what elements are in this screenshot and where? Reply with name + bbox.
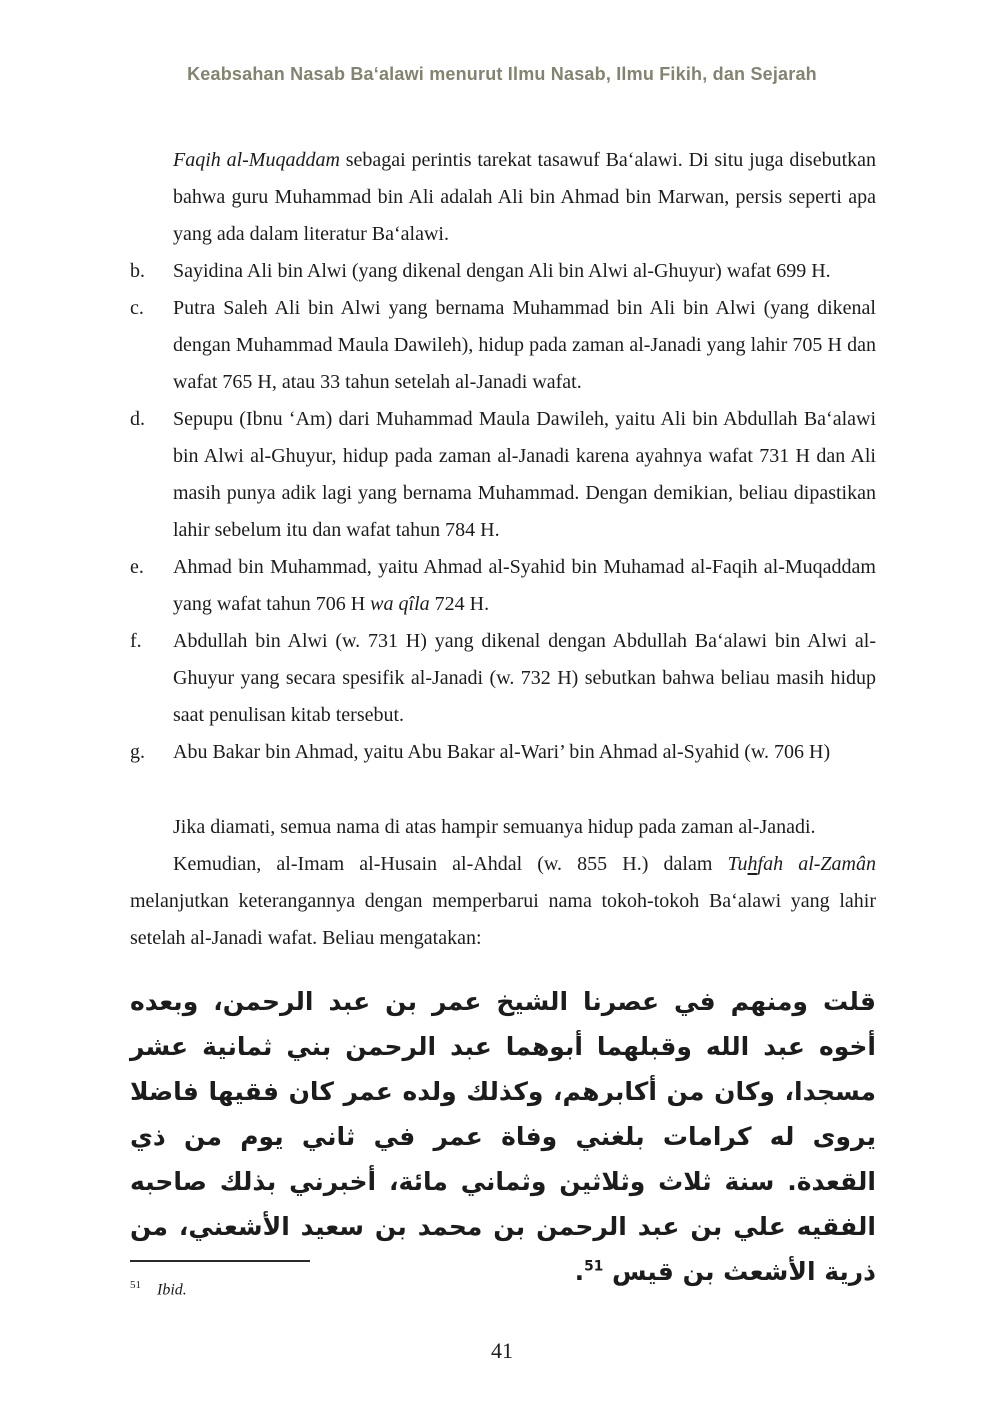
list-marker: d. [130, 408, 145, 430]
list-item-text: Ahmad bin Muhammad, yaitu Ahmad al-Syahid bin Muhamad al-Faqih al-Muqaddam yang wafat tahun 706 H wa qîla 724 H. [173, 556, 876, 615]
arabic-quote-block: قلت ومنهم في عصرنا الشيخ عمر بن عبد الرحمن، وبعده أخوه عبد الله وقبلهما أبوهما عبد الرحمن بني ثمانية عشر مسجدا، وكان من أكابرهم، وكذلك ولده عمر كان فقيها فاضلا يروى له كرامات بلغني وفاة عمر في ثاني يوم من ذي القعدة. سنة ثلاث وثلاثين وثماني مائة، أخبرني بذلك صاحبه الفقيه علي بن عبد الرحمن بن محمد بن سعيد الأشعني، من ذرية الأشعث بن قيس $^{51}$. [130, 987, 876, 1286]
list-item-text: Abdullah bin Alwi (w. 731 H) yang dikenal dengan Abdullah Ba‘alawi bin Alwi al-Ghuyur yang secara spesifik al-Janadi (w. 732 H) sebutkan bahwa beliau masih hidup saat penulisan kitab tersebut. [173, 630, 876, 726]
list-marker: g. [130, 741, 145, 763]
list-marker: e. [130, 556, 144, 578]
list-item-d [130, 401, 876, 549]
list-marker: f. [130, 630, 142, 652]
list-item-text: Putra Saleh Ali bin Alwi yang bernama Muhammad bin Ali bin Alwi (yang dikenal dengan Muhammad Maula Dawileh), hidup pada zaman al-Janadi yang lahir 705 H dan wafat 765 H, atau 33 tahun setelah al-Janadi wafat. [173, 297, 876, 393]
list-item-c [130, 290, 876, 401]
list-item-g [130, 734, 876, 771]
footnote-number: 51 [130, 1279, 141, 1291]
list-item-text: Sayidina Ali bin Alwi (yang dikenal dengan Ali bin Alwi al-Ghuyur) wafat 699 H. [173, 260, 831, 282]
footnote-area [130, 1260, 876, 1301]
list-item-b [130, 253, 876, 290]
paragraph-intro: Faqih al-Muqaddam sebagai perintis tarekat tasawuf Ba‘alawi. Di situ juga disebutkan bahwa guru Muhammad bin Ali adalah Ali bin Ahmad bin Marwan, persis seperti apa yang ada dalam literatur Ba‘alawi. [173, 149, 877, 245]
list-marker: b. [130, 260, 145, 282]
page-number: 41 [491, 1338, 513, 1363]
paragraph-jika-diamati: Jika diamati, semua nama di atas hampir semuanya hidup pada zaman al-Janadi. [173, 816, 816, 838]
list-marker: c. [130, 297, 144, 319]
footnote-text: Ibid. [157, 1281, 187, 1299]
page-content [130, 142, 876, 1294]
running-header: Keabsahan Nasab Ba‘alawi menurut Ilmu Nasab, Ilmu Fikih, dan Sejarah [187, 64, 817, 84]
list-item-text: Abu Bakar bin Ahmad, yaitu Abu Bakar al-Wari’ bin Ahmad al-Syahid (w. 706 H) [173, 741, 831, 763]
list-item-f [130, 623, 876, 734]
paragraph-kemudian: Kemudian, al-Imam al-Husain al-Ahdal (w. 855 H.) dalam Tuhfah al-Zamân melanjutkan keterangannya dengan memperbarui nama tokoh-tokoh Ba‘alawi yang lahir setelah al-Janadi wafat. Beliau mengatakan: [130, 853, 876, 949]
list-item-text: Sepupu (Ibnu ‘Am) dari Muhammad Maula Dawileh, yaitu Ali bin Abdullah Ba‘alawi bin Alwi al-Ghuyur, hidup pada zaman al-Janadi karena ayahnya wafat 731 H dan Ali masih punya adik lagi yang bernama Muhammad. Dengan demikian, beliau dipastikan lahir sebelum itu dan wafat tahun 784 H. [173, 408, 876, 541]
footnote [130, 1274, 876, 1301]
footnote-divider [130, 1260, 310, 1262]
list-item-e [130, 549, 876, 623]
